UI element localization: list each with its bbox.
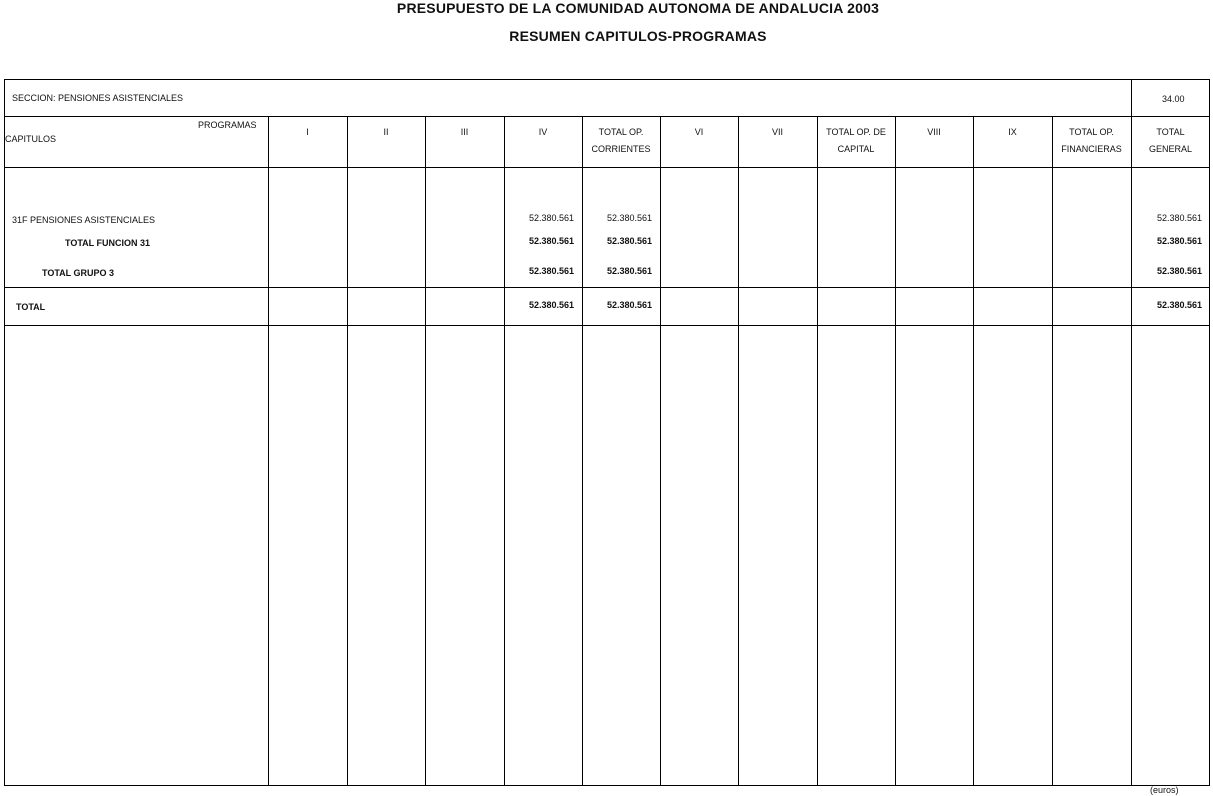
rule-section [4,116,1210,117]
table-cell: 52.380.561 [606,213,652,223]
column-divider [425,116,426,786]
units-note: (euros) [1150,785,1179,795]
column-divider [268,116,269,786]
column-header [1131,124,1210,158]
column-header [504,124,582,141]
programas-label: PROGRAMAS [198,120,257,130]
column-header-line: II [383,127,389,137]
column-header-line: TOTAL OP. [1069,127,1114,137]
table-cell: 52.380.561 [528,213,574,223]
column-header [582,124,660,158]
column-header-line: VIII [927,127,941,137]
row-label: TOTAL GRUPO 3 [42,268,115,278]
column-header-line: VII [771,127,783,137]
report-subtitle: RESUMEN CAPITULOS-PROGRAMAS [509,28,767,44]
column-divider [1131,79,1132,786]
column-header [660,124,738,141]
table-cell: 52.380.561 [1156,236,1202,246]
column-divider [973,116,974,786]
rule-total-top [4,287,1210,288]
row-label: 31F PENSIONES ASISTENCIALES [12,215,156,225]
table-cell: 52.380.561 [528,266,574,276]
table-cell: 52.380.561 [1156,213,1202,223]
table-cell: 52.380.561 [528,236,574,246]
column-header-line: TOTAL OP. [598,127,644,137]
column-header-line: IV [538,127,548,137]
column-divider [347,116,348,786]
section-code: 34.00 [1162,94,1185,104]
column-header [425,124,504,141]
column-header-line: III [460,127,469,137]
section-label: SECCION: PENSIONES ASISTENCIALES [12,93,184,103]
column-header [738,124,817,141]
column-header-line: I [306,127,309,137]
column-divider [738,116,739,786]
table-cell: 52.380.561 [606,266,652,276]
column-header [973,124,1052,141]
column-divider [817,116,818,786]
column-header-line: CAPITAL [837,144,875,154]
row-label: TOTAL [16,302,46,312]
summary-table [4,79,1210,786]
column-header [347,124,425,141]
column-header-line: TOTAL OP. DE [826,127,886,137]
row-label: TOTAL FUNCION 31 [65,238,151,248]
column-header-line: VI [694,127,704,137]
capitulos-label: CAPITULOS [5,134,57,144]
table-cell: 52.380.561 [528,300,574,310]
column-header [1052,124,1131,158]
column-header-line: CORRIENTES [591,144,651,154]
column-header-line: TOTAL [1156,127,1185,137]
column-header-line: FINANCIERAS [1061,144,1122,154]
column-divider [660,116,661,786]
column-header-line: IX [1008,127,1017,137]
column-header [817,124,895,158]
column-divider [1052,116,1053,786]
column-header [895,124,973,141]
table-cell: 52.380.561 [606,236,652,246]
column-header [268,124,347,141]
column-header-line: GENERAL [1148,144,1192,154]
table-cell: 52.380.561 [1156,300,1202,310]
rule-total-bottom [4,325,1210,326]
table-cell: 52.380.561 [1156,266,1202,276]
column-divider [895,116,896,786]
rule-header [4,167,1210,168]
table-cell: 52.380.561 [606,300,652,310]
report-title: PRESUPUESTO DE LA COMUNIDAD AUTONOMA DE ANDALUCIA 2003 [396,0,880,16]
